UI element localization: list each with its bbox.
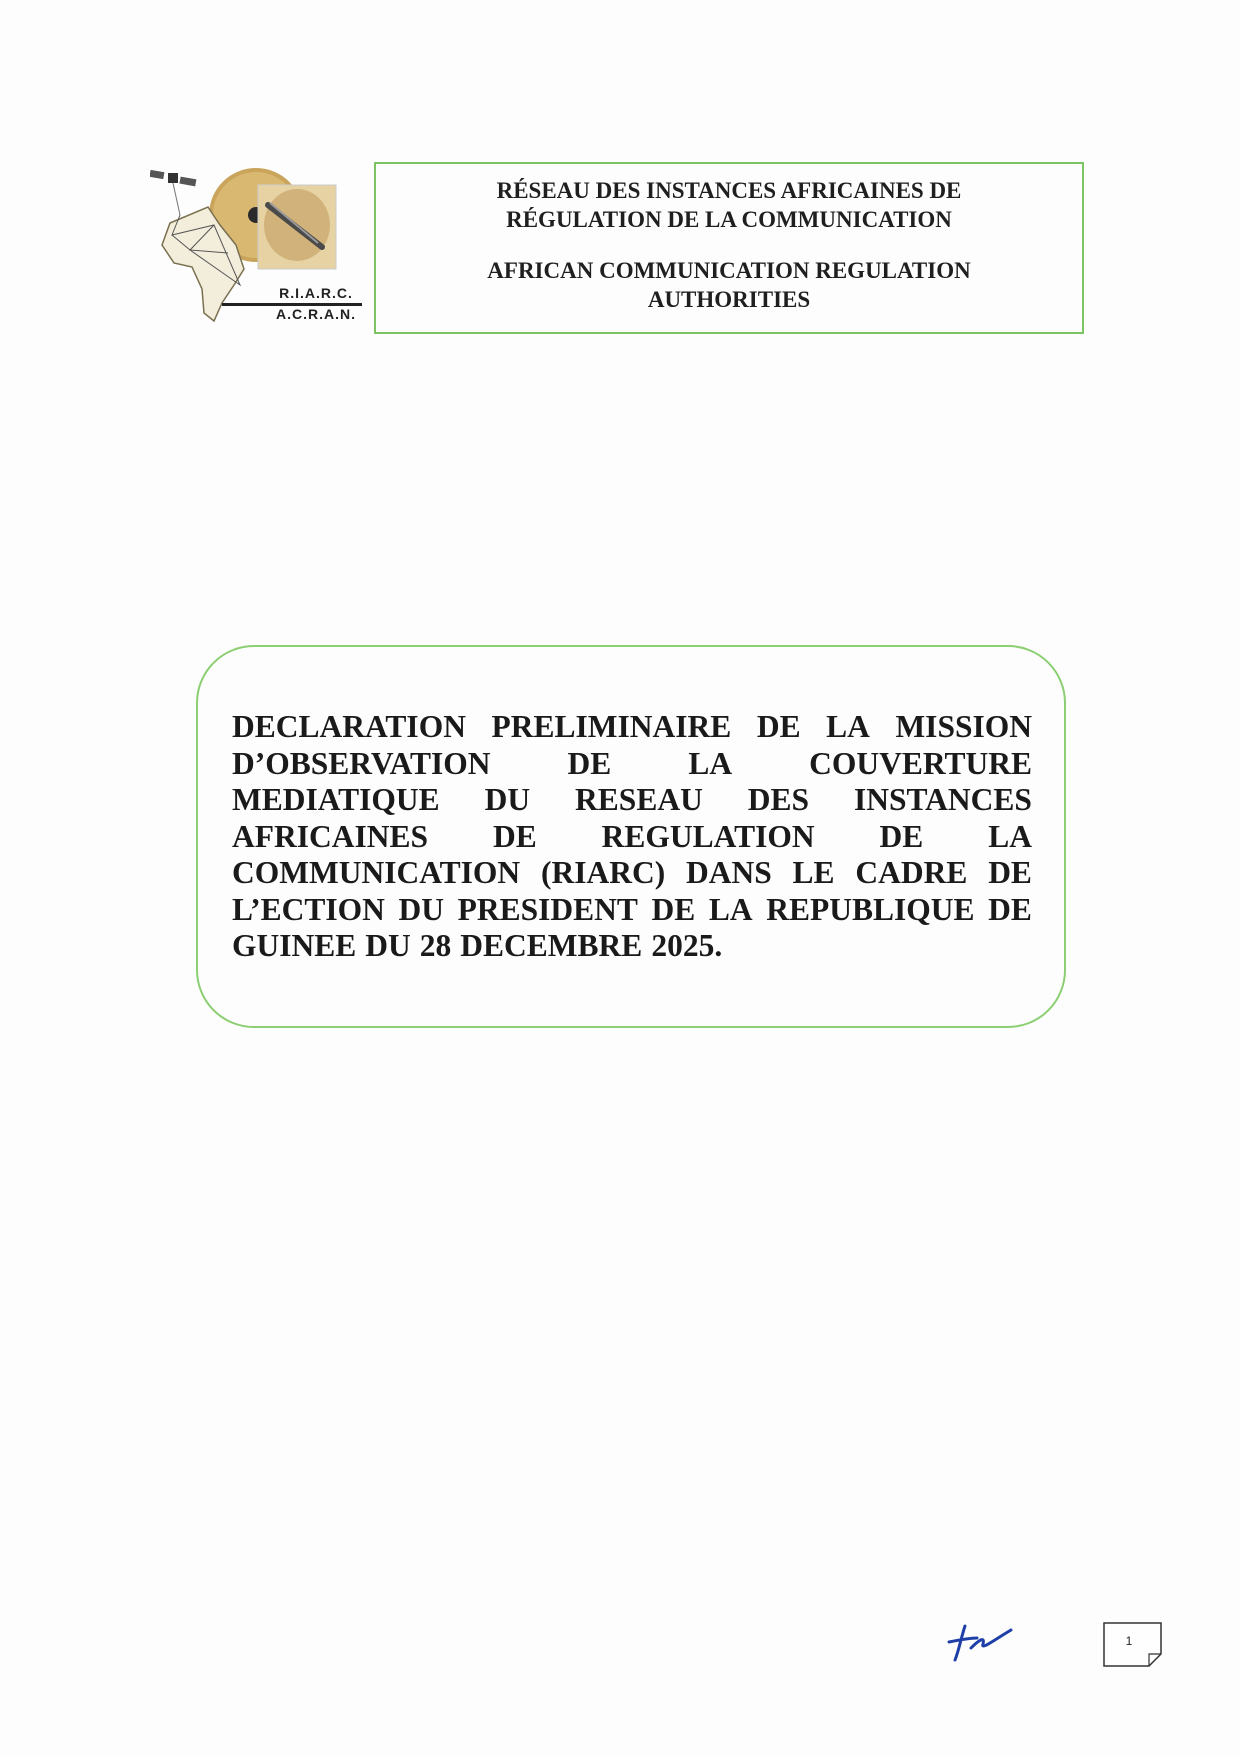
handwritten-initials-icon (945, 1618, 1017, 1664)
title-word: DE (988, 891, 1032, 927)
title-word: LA (688, 745, 733, 781)
title-word: LE (792, 855, 835, 890)
title-word: D’OBSERVATION (232, 745, 491, 781)
title-word: CADRE (855, 855, 968, 890)
title-word: COUVERTURE (809, 745, 1032, 781)
title-word: 2025. (651, 928, 723, 963)
org-name-french-line-2: RÉGULATION DE LA COMMUNICATION (506, 207, 952, 232)
title-line (232, 855, 1032, 892)
title-line (232, 746, 1032, 783)
title-word: DE (492, 818, 537, 854)
title-word: DE (988, 855, 1032, 890)
title-word: DE (879, 818, 924, 854)
title-line (232, 709, 1032, 746)
title-word: COMMUNICATION (232, 855, 521, 890)
title-word: 28 (419, 928, 452, 963)
title-word: DU (398, 891, 444, 927)
title-word: DE (756, 709, 801, 744)
org-name-english-line-1: AFRICAN COMMUNICATION REGULATION (487, 258, 971, 283)
logo-text-english: A.C.R.A.N. (276, 306, 356, 322)
org-name-english-line-2: AUTHORITIES (647, 287, 811, 312)
title-word: DE (567, 745, 612, 781)
title-word: DES (747, 782, 810, 817)
title-word: DANS (685, 855, 772, 890)
riarc-logo (150, 165, 362, 325)
title-word: PRESIDENT (457, 891, 638, 927)
title-word: MISSION (895, 709, 1032, 744)
riarc-logo-icon (150, 165, 362, 325)
title-word: DECLARATION (232, 709, 466, 744)
title-line (232, 892, 1032, 929)
org-name-french (376, 176, 1082, 234)
title-word: DE (651, 891, 696, 927)
title-word: DECEMBRE (460, 928, 643, 963)
title-word: GUINEE (232, 928, 357, 963)
title-word: RESEAU (575, 782, 703, 817)
title-word: REGULATION (601, 818, 815, 854)
title-line (232, 928, 1032, 965)
title-word: LA (826, 709, 870, 744)
title-word: AFRICAINES (232, 818, 429, 854)
title-line (232, 782, 1032, 819)
title-line (232, 819, 1032, 856)
title-word: INSTANCES (853, 782, 1032, 817)
declaration-title-box (196, 645, 1066, 1028)
title-word: MEDIATIQUE (232, 782, 440, 817)
page-number-tab (1103, 1622, 1163, 1668)
title-word: PRELIMINAIRE (491, 709, 732, 744)
title-word: DU (365, 928, 411, 963)
organization-header-box (374, 162, 1084, 334)
org-name-french-line-1: RÉSEAU DES INSTANCES AFRICAINES DE (496, 178, 962, 203)
org-name-english (376, 256, 1082, 314)
title-word: LA (708, 891, 753, 927)
declaration-title (232, 709, 1032, 965)
title-word: (RIARC) (540, 855, 666, 890)
title-word: DU (484, 782, 531, 817)
title-word: LA (988, 818, 1032, 854)
title-word: REPUBLIQUE (766, 891, 975, 927)
page-number: 1 (1125, 1634, 1133, 1648)
logo-text-french: R.I.A.R.C. (279, 285, 353, 301)
title-word: L’ECTION (232, 891, 385, 927)
